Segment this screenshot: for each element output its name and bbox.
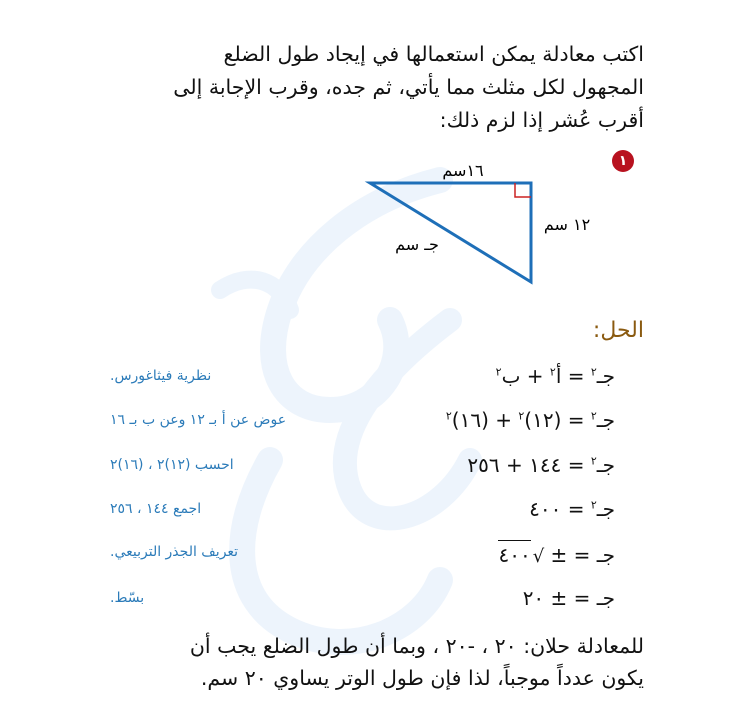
solution-step: [110, 453, 615, 483]
conclusion-text: [104, 630, 644, 694]
right-side-label: ١٢ سم: [543, 215, 591, 234]
step-equation: جـ = ± ٢٠: [522, 586, 615, 610]
step-note: نظرية فيثاغورس.: [110, 368, 212, 384]
step-note: بسّط.: [110, 590, 145, 606]
solution-step: [110, 497, 615, 527]
step-equation: جـ$^٢$ = أ$^٢$ + ب$^٢$: [495, 364, 615, 388]
right-angle-marker: [515, 183, 531, 197]
solution-step: [110, 540, 615, 570]
solution-step: [110, 364, 615, 394]
radicand: ٤٠٠: [498, 540, 530, 567]
solution-label: الحل:: [592, 318, 644, 343]
step-equation: جـ = ± √٤٠٠: [498, 540, 615, 567]
solution-step: [110, 586, 615, 616]
question-number-badge: ١: [612, 150, 634, 172]
step-equation: جـ$^٢$ = ٤٠٠: [529, 497, 615, 521]
prompt-line-3: أقرب عُشر إذا لزم ذلك:: [439, 108, 644, 132]
triangle-shape: [370, 183, 531, 282]
top-side-label: ١٦سم: [442, 161, 484, 180]
conclusion-line-2: يكون عدداً موجباً، لذا فإن طول الوتر يساوي ٢٠ سم.: [200, 666, 644, 690]
step-equation: جـ$^٢$ = (١٢)$^٢$ + (١٦)$^٢$: [445, 408, 615, 432]
hypotenuse-label: جـ سم: [395, 235, 439, 254]
step-note: تعريف الجذر التربيعي.: [110, 544, 239, 560]
conclusion-line-1: للمعادلة حلان: ٢٠ ، -٢٠ ، وبما أن طول الضلع يجب أن: [189, 634, 644, 658]
prompt-line-2: المجهول لكل مثلث مما يأتي، ثم جده، وقرب الإجابة إلى: [173, 75, 644, 99]
step-note: اجمع ١٤٤ ، ٢٥٦: [110, 501, 202, 517]
step-note: احسب (١٢)٢ ، (١٦)٢: [110, 457, 234, 473]
step-equation: جـ$^٢$ = ١٤٤ + ٢٥٦: [467, 453, 615, 477]
square-root-icon: √: [532, 546, 545, 567]
right-triangle-diagram: [355, 150, 615, 300]
question-prompt: [104, 38, 644, 137]
step-note: عوض عن أ بـ ١٢ وعن ب بـ ١٦: [110, 412, 287, 428]
solution-step: [110, 408, 615, 438]
prompt-line-1: اكتب معادلة يمكن استعمالها في إيجاد طول الضلع: [223, 42, 644, 66]
